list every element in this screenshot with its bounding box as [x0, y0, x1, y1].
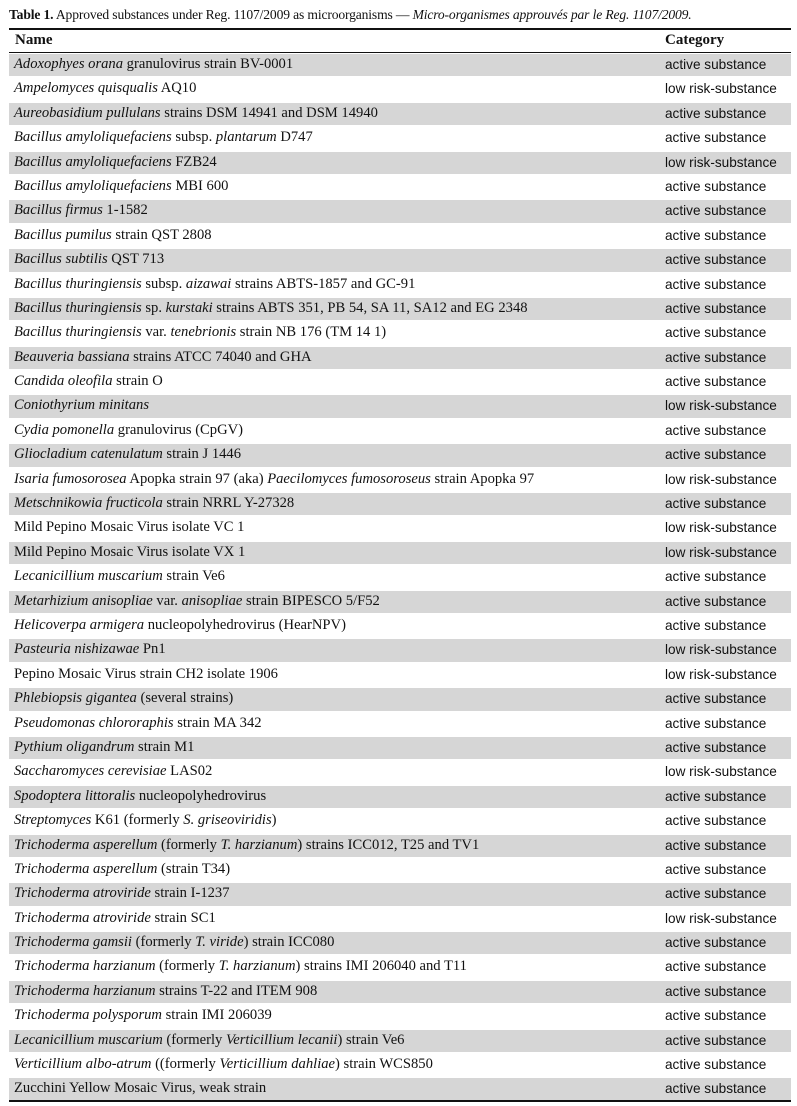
- table-row: [9, 591, 791, 613]
- table-row: [9, 859, 791, 881]
- name-segment: (formerly: [162, 1031, 226, 1048]
- italic-name-segment: Pseudomonas chlororaphis: [14, 714, 174, 731]
- italic-name-segment: Trichoderma atroviride: [14, 909, 151, 926]
- substance-name-cell: [14, 471, 534, 488]
- name-segment: (several strains): [136, 690, 234, 707]
- table-row: [9, 1030, 791, 1052]
- italic-name-segment: tenebrionis: [170, 324, 237, 341]
- italic-name-segment: aizawai: [185, 275, 232, 292]
- substance-name-cell: [14, 422, 243, 439]
- substance-name-cell: [14, 495, 294, 512]
- italic-name-segment: Lecanicillium muscarium: [14, 1031, 163, 1048]
- table-row: [9, 713, 791, 735]
- substance-name-cell: [14, 568, 225, 585]
- table-row: [9, 200, 791, 222]
- category-cell: active substance: [665, 861, 767, 877]
- table-row: [9, 103, 791, 125]
- italic-name-segment: Saccharomyces cerevisiae: [14, 763, 167, 780]
- substance-name-cell: [14, 763, 212, 780]
- category-cell: active substance: [665, 105, 767, 121]
- category-cell: active substance: [665, 178, 767, 194]
- category-cell: low risk-substance: [665, 398, 777, 414]
- table-row: [9, 347, 791, 369]
- table-row: [9, 932, 791, 954]
- name-segment: Pepino Mosaic Virus strain CH2 isolate 1906: [14, 665, 278, 682]
- name-segment: ) strain ICC080: [243, 934, 335, 951]
- table-row: [9, 883, 791, 905]
- category-cell: active substance: [665, 691, 767, 707]
- category-cell: active substance: [665, 1057, 767, 1073]
- italic-name-segment: Spodoptera littoralis: [14, 787, 136, 804]
- name-segment: var.: [141, 324, 171, 341]
- caption-english: Approved substances under Reg. 1107/2009 as microorganisms —: [53, 7, 413, 22]
- category-cell: low risk-substance: [665, 666, 777, 682]
- substance-name-cell: [14, 544, 245, 561]
- table-row: [9, 249, 791, 271]
- name-segment: ) strain Ve6: [337, 1031, 405, 1048]
- italic-name-segment: Verticillium lecanii: [225, 1031, 338, 1048]
- name-segment: nucleopolyhedrovirus (HearNPV): [144, 616, 346, 633]
- table-row: [9, 542, 791, 564]
- table-row: [9, 1054, 791, 1076]
- table-row: [9, 737, 791, 759]
- table-row: [9, 956, 791, 978]
- italic-name-segment: Bacillus amyloliquefaciens: [14, 177, 172, 194]
- category-cell: low risk-substance: [665, 81, 777, 97]
- category-cell: active substance: [665, 300, 767, 316]
- table-row: [9, 517, 791, 539]
- category-cell: low risk-substance: [665, 764, 777, 780]
- name-segment: Apopka strain 97 (aka): [126, 470, 268, 487]
- category-cell: active substance: [665, 227, 767, 243]
- substance-name-cell: [14, 837, 479, 854]
- category-cell: low risk-substance: [665, 642, 777, 658]
- name-segment: (formerly: [155, 958, 219, 975]
- substance-name-cell: [14, 373, 163, 390]
- italic-name-segment: plantarum: [215, 129, 277, 146]
- italic-name-segment: T. harzianum: [220, 836, 298, 853]
- name-segment: granulovirus (CpGV): [114, 421, 244, 438]
- italic-name-segment: Bacillus amyloliquefaciens: [14, 153, 172, 170]
- italic-name-segment: Trichoderma asperellum: [14, 836, 158, 853]
- category-cell: active substance: [665, 837, 767, 853]
- table-row: [9, 761, 791, 783]
- name-segment: granulovirus strain BV-0001: [123, 56, 294, 72]
- name-segment: (strain T34): [157, 860, 231, 877]
- table-row: [9, 835, 791, 857]
- name-segment: strain J 1446: [162, 446, 242, 463]
- substance-name-cell: [14, 129, 313, 146]
- italic-name-segment: Helicoverpa armigera: [14, 616, 145, 633]
- table-row: [9, 688, 791, 710]
- table-row: [9, 664, 791, 686]
- italic-name-segment: Bacillus firmus: [14, 202, 103, 219]
- italic-name-segment: Ampelomyces quisqualis: [14, 80, 158, 97]
- name-segment: strain MA 342: [173, 714, 262, 731]
- substance-name-cell: [14, 154, 217, 171]
- italic-name-segment: Beauveria bassiana: [14, 348, 130, 365]
- italic-name-segment: anisopliae: [181, 592, 243, 609]
- category-cell: active substance: [665, 617, 767, 633]
- substance-name-cell: [14, 861, 230, 878]
- italic-name-segment: Phlebiopsis gigantea: [14, 690, 137, 707]
- table-row: [9, 1005, 791, 1027]
- category-cell: active substance: [665, 1032, 767, 1048]
- name-segment: D747: [276, 129, 313, 146]
- name-segment: LAS02: [166, 763, 213, 780]
- name-segment: sp.: [141, 299, 166, 316]
- table-row: [9, 1078, 791, 1100]
- category-cell: active substance: [665, 983, 767, 999]
- substance-name-cell: [14, 80, 196, 97]
- category-cell: active substance: [665, 203, 767, 219]
- substance-name-cell: [14, 1056, 433, 1073]
- italic-name-segment: Candida oleofila: [14, 373, 113, 390]
- category-cell: active substance: [665, 130, 767, 146]
- substance-name-cell: [14, 276, 415, 293]
- italic-name-segment: Bacillus thuringiensis: [14, 299, 142, 316]
- table-row: [9, 225, 791, 247]
- name-segment: strains ATCC 74040 and GHA: [129, 348, 312, 365]
- substance-name-cell: [14, 910, 216, 927]
- table-row: [9, 981, 791, 1003]
- substance-name-cell: [14, 56, 293, 73]
- substance-name-cell: [14, 641, 166, 658]
- substance-name-cell: [14, 958, 467, 975]
- category-cell: low risk-substance: [665, 471, 777, 487]
- substance-name-cell: [14, 983, 317, 1000]
- table-row: [9, 493, 791, 515]
- substance-name-cell: [14, 885, 230, 902]
- name-segment: MBI 600: [171, 177, 229, 194]
- substance-name-cell: [14, 617, 346, 634]
- substance-name-cell: [14, 1007, 272, 1024]
- name-segment: (formerly: [131, 934, 196, 951]
- table-row: [9, 322, 791, 344]
- category-cell: active substance: [665, 788, 767, 804]
- name-segment: strain IMI 206039: [161, 1007, 272, 1024]
- name-segment: ) strains ICC012, T25 and TV1: [297, 836, 480, 853]
- italic-name-segment: Adoxophyes orana: [14, 56, 124, 72]
- table-row: [9, 469, 791, 491]
- table-row: [9, 371, 791, 393]
- name-segment: AQ10: [157, 80, 197, 97]
- italic-name-segment: Aureobasidium pullulans: [14, 104, 161, 121]
- table-row: [9, 908, 791, 930]
- substance-name-cell: [14, 251, 164, 268]
- italic-name-segment: T. viride: [195, 934, 244, 951]
- name-segment: strain NB 176 (TM 14 1): [236, 324, 387, 341]
- category-cell: active substance: [665, 935, 767, 951]
- name-segment: ((formerly: [151, 1056, 220, 1073]
- table-row: [9, 786, 791, 808]
- name-segment: strain NRRL Y-27328: [162, 495, 295, 512]
- column-header-name: Name: [15, 32, 53, 48]
- italic-name-segment: Trichoderma harzianum: [14, 982, 156, 999]
- italic-name-segment: Streptomyces: [14, 812, 92, 829]
- caption-french: Micro-organismes approuvés par le Reg. 1107/2009.: [412, 7, 692, 22]
- table-row: [9, 395, 791, 417]
- italic-name-segment: Trichoderma asperellum: [14, 860, 158, 877]
- substance-name-cell: [14, 666, 278, 683]
- name-segment: strains ABTS 351, PB 54, SA 11, SA12 and EG 2348: [212, 299, 528, 316]
- category-cell: active substance: [665, 252, 767, 268]
- substance-name-cell: [14, 519, 244, 536]
- table-row: [9, 78, 791, 100]
- category-cell: active substance: [665, 1008, 767, 1024]
- name-segment: 1-1582: [102, 202, 148, 219]
- italic-name-segment: kurstaki: [165, 299, 213, 316]
- name-segment: strain BIPESCO 5/F52: [242, 592, 380, 609]
- category-cell: active substance: [665, 276, 767, 292]
- category-cell: active substance: [665, 886, 767, 902]
- table-row: [9, 176, 791, 198]
- category-cell: low risk-substance: [665, 544, 777, 560]
- category-cell: active substance: [665, 593, 767, 609]
- italic-name-segment: Bacillus pumilus: [14, 226, 112, 243]
- italic-name-segment: Bacillus thuringiensis: [14, 324, 142, 341]
- column-header-category: Category: [665, 32, 725, 48]
- substance-name-cell: [14, 227, 212, 244]
- category-cell: active substance: [665, 422, 767, 438]
- table-row: [9, 444, 791, 466]
- name-segment: strain Ve6: [162, 568, 225, 585]
- bottom-rule: [9, 1100, 791, 1102]
- substance-name-cell: [14, 934, 334, 951]
- name-segment: QST 713: [107, 251, 165, 268]
- italic-name-segment: Verticillium albo-atrum: [14, 1056, 152, 1073]
- italic-name-segment: S. griseoviridis: [183, 812, 272, 829]
- italic-name-segment: Trichoderma gamsii: [14, 934, 132, 951]
- italic-name-segment: Verticillium dahliae: [219, 1056, 336, 1073]
- name-segment: strain SC1: [150, 909, 216, 926]
- table-row: [9, 420, 791, 442]
- substance-name-cell: [14, 715, 262, 732]
- category-cell: active substance: [665, 496, 767, 512]
- substance-name-cell: [14, 397, 149, 414]
- table-caption: [9, 6, 791, 24]
- name-segment: Mild Pepino Mosaic Virus isolate VC 1: [14, 519, 245, 536]
- name-segment: var.: [152, 592, 182, 609]
- italic-name-segment: Cydia pomonella: [14, 421, 115, 438]
- name-segment: strains ABTS-1857 and GC-91: [231, 275, 416, 292]
- name-segment: strain I-1237: [150, 885, 230, 902]
- italic-name-segment: Gliocladium catenulatum: [14, 446, 163, 463]
- table-row: [9, 810, 791, 832]
- italic-name-segment: Metarhizium anisopliae: [14, 592, 153, 609]
- substance-name-cell: [14, 1080, 266, 1097]
- category-cell: active substance: [665, 959, 767, 975]
- name-segment: strains DSM 14941 and DSM 14940: [160, 104, 378, 121]
- caption-label: Table 1.: [9, 7, 54, 22]
- substance-name-cell: [14, 349, 312, 366]
- italic-name-segment: Lecanicillium muscarium: [14, 568, 163, 585]
- name-segment: Mild Pepino Mosaic Virus isolate VX 1: [14, 543, 246, 560]
- substance-name-cell: [14, 324, 386, 341]
- italic-name-segment: Metschnikowia fructicola: [14, 495, 163, 512]
- table-row: [9, 298, 791, 320]
- substance-name-cell: [14, 739, 194, 756]
- category-cell: active substance: [665, 715, 767, 731]
- italic-name-segment: T. harzianum: [218, 958, 296, 975]
- italic-name-segment: Trichoderma polysporum: [14, 1007, 162, 1024]
- italic-name-segment: Paecilomyces fumosoroseus: [267, 470, 431, 487]
- category-cell: low risk-substance: [665, 520, 777, 536]
- italic-name-segment: Bacillus subtilis: [14, 251, 108, 268]
- name-segment: ) strains IMI 206040 and T11: [295, 958, 467, 975]
- table-row: [9, 639, 791, 661]
- italic-name-segment: Bacillus thuringiensis: [14, 275, 142, 292]
- name-segment: Pn1: [139, 641, 166, 658]
- name-segment: nucleopolyhedrovirus: [135, 787, 267, 804]
- category-cell: active substance: [665, 374, 767, 390]
- name-segment: ) strain WCS850: [335, 1056, 433, 1073]
- substance-name-cell: [14, 1032, 404, 1049]
- table-body: [9, 54, 791, 1103]
- table-row: [9, 54, 791, 76]
- table-header: [9, 30, 791, 52]
- substance-name-cell: [14, 812, 277, 829]
- name-segment: strain M1: [134, 738, 195, 755]
- name-segment: Zucchini Yellow Mosaic Virus, weak strain: [14, 1080, 267, 1097]
- italic-name-segment: Pasteuria nishizawae: [14, 641, 140, 658]
- name-segment: ): [271, 812, 277, 829]
- name-segment: K61 (formerly: [91, 812, 184, 829]
- category-cell: active substance: [665, 325, 767, 341]
- category-cell: active substance: [665, 569, 767, 585]
- substance-name-cell: [14, 105, 378, 122]
- category-cell: active substance: [665, 1081, 767, 1097]
- substance-name-cell: [14, 593, 380, 610]
- substance-name-cell: [14, 178, 228, 195]
- category-cell: active substance: [665, 739, 767, 755]
- table-row: [9, 152, 791, 174]
- table-row: [9, 566, 791, 588]
- table-row: [9, 274, 791, 296]
- category-cell: active substance: [665, 57, 767, 72]
- table-row: [9, 615, 791, 637]
- category-cell: low risk-substance: [665, 154, 777, 170]
- substance-name-cell: [14, 690, 233, 707]
- italic-name-segment: Pythium oligandrum: [14, 738, 135, 755]
- name-segment: strain QST 2808: [111, 226, 212, 243]
- italic-name-segment: Bacillus amyloliquefaciens: [14, 129, 172, 146]
- name-segment: strain Apopka 97: [430, 470, 535, 487]
- italic-name-segment: Trichoderma atroviride: [14, 885, 151, 902]
- name-segment: subsp.: [171, 129, 216, 146]
- italic-name-segment: Isaria fumosorosea: [14, 470, 127, 487]
- table-row: [9, 127, 791, 149]
- category-cell: active substance: [665, 349, 767, 365]
- category-cell: low risk-substance: [665, 910, 777, 926]
- name-segment: subsp.: [141, 275, 186, 292]
- substance-name-cell: [14, 300, 528, 317]
- italic-name-segment: Trichoderma harzianum: [14, 958, 156, 975]
- name-segment: FZB24: [171, 153, 217, 170]
- italic-name-segment: Coniothyrium minitans: [14, 397, 149, 414]
- name-segment: strain O: [112, 373, 163, 390]
- substance-name-cell: [14, 446, 241, 463]
- category-cell: active substance: [665, 813, 767, 829]
- substance-name-cell: [14, 788, 266, 805]
- category-cell: active substance: [665, 447, 767, 463]
- name-segment: (formerly: [157, 836, 221, 853]
- substance-name-cell: [14, 202, 148, 219]
- name-segment: strains T-22 and ITEM 908: [155, 982, 318, 999]
